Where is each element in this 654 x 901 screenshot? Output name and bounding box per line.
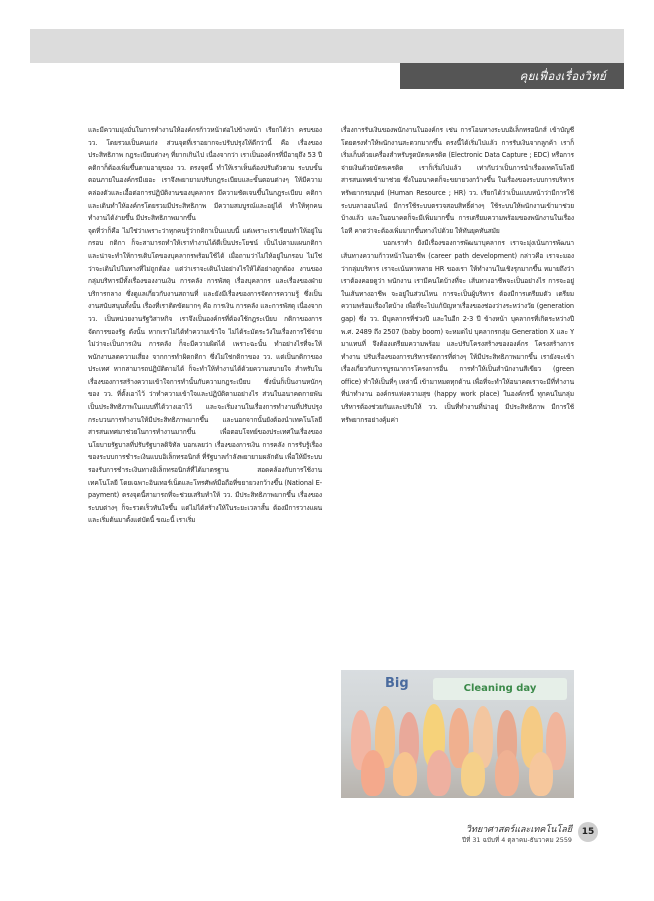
- header-band: [30, 29, 624, 63]
- article-column-right: [341, 124, 574, 669]
- person-figure: [361, 750, 385, 796]
- cleaning-day-banner: Cleaning day: [433, 678, 567, 700]
- photo-sign-text: Big: [385, 676, 409, 691]
- group-photo: [341, 670, 574, 798]
- section-title: คุยเฟื่องเรื่องวิทย์: [400, 63, 624, 89]
- paragraph: จุดที่ว่าก็คือ ไม่ใช่ว่าเพราะว่าทุกคนรู้ว่ากติกาเป็นแบบนี้ แต่เพราะเราเขียนทำให้อยู่ในกรอบ กติกา ก็จะสามารถทำให้เราทำงานได้ดีเป็นประโยชน์ เป็นไปตามแผนกติกา และน่าจะทำให้การเติบโตของบุคลากรพร้อมใช้ได้ เมื่อถามว่าไม่ให้อยู่ในกรอบ ไม่ใช่ว่าจะเดินไปในทางที่ไม่ถูกต้อง แต่ว่าเราจะเดินไปอย่างไรให้ได้อย่างถูกต้อง งานของกลุ่มบริหารมีทั้งเรื่องของงานเงิน การคลัง การพัสดุ เรื่องบุคลากร และเรื่องของฝ่ายบริการกลาง ซึ่งดูแลเกี่ยวกับงานสถานที่ และยังมีเรื่องของการจัดการความรู้ ซึ่งเป็นงานสนับสนุนทั้งนั้น เรื่องที่เราติดขัดมากๆ คือ การเงิน การคลัง และการพัสดุ เนื่องจาก วว. เป็นหน่วยงานรัฐวิสาหกิจ เราจึงเป็นองค์กรที่ต้องใช้กฎระเบียบ กติกาของการจัดการของรัฐ ดังนั้น หากเราไม่ได้ทำความเข้าใจ ไม่ได้ระมัดระวังในเรื่องการใช้จ่าย ไม่ว่าจะเป็นการเงิน การคลัง ก็จะมีความผิดได้ เพราะฉะนั้น ทำอย่างไรที่จะให้พนักงานลดความเสี่ยง จากการทำผิดกติกา ซึ่งไม่ใช่กติกาของ วว. แต่เป็นกติกาของประเทศ หากสามารถปฏิบัติตามได้ ก็จะทำให้ทำงานได้ด้วยความสบายใจ สำหรับในเรื่องของการสร้างความเข้าใจการทำนั้นกับความกฎระเบียบ ซึ่งนั่นก็เป็นงานหนักๆ ของ วว. ที่ตั้งเอาไว้ ว่าทำความเข้าใจและปฏิบัติตามอย่างไร ส่วนในอนาคตกายพันเป็นประสิทธิภาพในแบบที่ได้วางเอาไว้ และจะเริ่มงานในเรื่องการทำงานที่ปรับปรุงกระบวนการทำงานให้มีประสิทธิภาพมากขึ้น และนอกจากนั้นยังต้องนำเทคโนโลยีสารสนเทศมาช่วยในการทำงานมากขึ้น เพื่อตอบโจทย์ของประเทศในเรื่องของนโยบายรัฐบาลที่ปรับรัฐบาลดิจิทัล บอกเลยว่า เรื่องของการเงิน การคลัง การรับรู้เรื่องของระบบการชำระเงินแบบอิเล็กทรอนิกส์ ที่รัฐบาลกำลังพยายามผลักดัน เพื่อให้มีระบบรองรับการชำระเงินทางอิเล็กทรอนิกส์ที่ได้มาตรฐาน สอดคล้องกับการใช้งานเทคโนโลยี โดยเฉพาะอินเทอร์เน็ตและโทรศัพท์มือถือที่ขยายวงกว้างขึ้น (National E-payment) ตรงจุดนี้สามารถที่จะช่วยเสริมทำให้ วว. มีประสิทธิภาพมากขึ้น เรื่องของระบบต่างๆ ก็จะรวดเร็วทันใจขึ้น แต่ไม่ได้สร้างให้ในระยะเวลาสั้น ต้องมีการวางแผน และเริ่มต้นมาตั้งแต่บัดนี้ ขณะนี้ เราเริ่ม: [88, 226, 322, 525]
- article-column-left: [88, 124, 322, 804]
- paragraph: เรื่องการรับเงินของพนักงานในองค์กร เช่น การโอนทางระบบอิเล็กทรอนิกส์ เข้าบัญชีโดยตรงทำให้พนักงานสะดวกมากขึ้น ตรงนี้ได้เริ่มไปแล้ว การรับเงินจากลูกค้า เราก็เริ่มเก็บด้วยเครื่องสำหรับรูดบัตรเครดิต (Electronic Data Capture ; EDC) หรือการจ่ายเงินด้วยบัตรเครดิต เราก็เริ่มไปแล้ว เท่ากับว่าเป็นการนำเรื่องเทคโนโลยีสารสนเทศเข้ามาช่วย ซึ่งในอนาคตก็จะขยายวงกว้างขึ้น ในเรื่องของระบบการบริหารทรัพยากรมนุษย์ (Human Resource ; HR) วว. เรียกได้ว่าเป็นแบบหน้าว่ามีการใช้ระบบลาออนไลน์ มีการใช้ระบบตรวจสอบสิทธิ์ต่างๆ ใช้ระบบให้พนักงานเข้ามาช่วยบ้างแล้ว และในอนาคตก็จะมีเพิ่มมากขึ้น การเตรียมความพร้อมของพนักงานในเรื่องไอที คาดว่าจะต้องเพิ่มมากขึ้นทางไปด้วย ให้ทันยุคทันสมัย: [341, 126, 574, 235]
- person-figure: [393, 752, 417, 796]
- page-number-badge: 15: [578, 822, 598, 842]
- paragraph: และมีความมุ่งมั่นในการทำงานให้องค์กรก้าวหน้าต่อไปข้างหน้า เรียกได้ว่า ครบของ วว. โดยรวมเป็นคนเก่ง ส่วนจุดที่เราอยากจะปรับปรุงให้ดีกว่านี้ คือ เรื่องของประสิทธิภาพ กฎระเบียบต่างๆ ที่ยากเกินไป เนื่องจากว่า เราเป็นองค์กรที่มีอายุถึง 53 ปี คติกาก็ต้องเพิ่มขึ้นตามอายุของ วว. ตรงจุดนี้ ทำให้เราเห็นต้องปรับตัวตาม ระบบขั้นตอนภายในองค์กรมีเยอะ เราจึงพยายามปรับกฎระเบียบและขั้นตอนต่างๆ ให้มีความคล่องตัวและเอื้อต่อการปฏิบัติงานของบุคลากร มีความชัดเจนขึ้นในกฎระเบียบ คติกา และเดินทำให้องค์กรโดยรวมมีประสิทธิภาพ มีความสมบูรณ์และอยู่ได้ ทำให้ทุกคนทำงานได้ง่ายขึ้น มีประสิทธิภาพมากขึ้น: [88, 126, 322, 223]
- person-figure: [427, 750, 451, 796]
- person-figure: [529, 752, 553, 796]
- issue-info: ปีที่ 31 ฉบับที่ 4 ตุลาคม-ธันวาคม 2559: [462, 836, 572, 844]
- journal-name: วิทยาศาสตร์และเทคโนโลยี: [465, 825, 572, 835]
- person-figure: [461, 752, 485, 796]
- paragraph: บอกเราทำ ยังมีเรื่องของการพัฒนาบุคลากร เราจะมุ่งเน้นการพัฒนาเส้นทางความก้าวหน้าในอาชีพ (career path development) กล่าวคือ เราจะมองว่ากลุ่มบริหาร เราจะเน้นหาหลาย HR ของเรา ให้ทำงานในเชิงรุกมากขึ้น หมายถึงว่า เราต้องคอยดูว่า พนักงาน เรามีคนใดบ้างที่จะ เส้นทางอาชีพจะเป็นอย่างไร การจะอยู่ในเส้นทางอาชีพ จะอยู่ในส่วนไหน การจะเป็นผู้บริหาร ต้องมีการเตรียมตัว เตรียมความพร้อมเรื่องใดบ้าง เพื่อที่จะไปแก้ปัญหาเรื่องของช่องว่างระหว่างวัย (generation gap) ซึ่ง วว. มีบุคลากรที่ช่วงปี และในอีก 2-3 ปี ข้างหน้า บุคลากรที่เกิดระหว่างปี พ.ศ. 2489 ถึง 2507 (baby boom) จะหมดไป บุคลากรกลุ่ม Generation X และ Y มาแทนที่ จึงต้องเตรียมความพร้อม และปรับโครงสร้างขององค์กร โครงสร้างการทำงาน ปรับเรื่องของการบริหารจัดการที่ต่างๆ ให้มีประสิทธิภาพมากขึ้น เรายังจะเข้าเรื่องเกี่ยวกับการบูรณาการโครงการอื่น การทำให้เป็นสำนักงานสีเขียว (green office) ทำให้เป็นที่ๆ เหล่านี้ เข้ามาหมดทุกด้าน เพื่อที่จะทำให้อนาคตเราจะมีที่ทำงานที่น่าทำงาน องค์กรแห่งความสุข (happy work place) ในองค์กรนี้ ทุกคนในกลุ่มบริหารต้องช่วยกันและปรับให้ วว. เป็นที่ทำงานที่น่าอยู่ มีประสิทธิภาพ มีการใช้ทรัพยากรอย่างคุ้มค่า: [341, 239, 574, 424]
- person-figure: [495, 750, 519, 796]
